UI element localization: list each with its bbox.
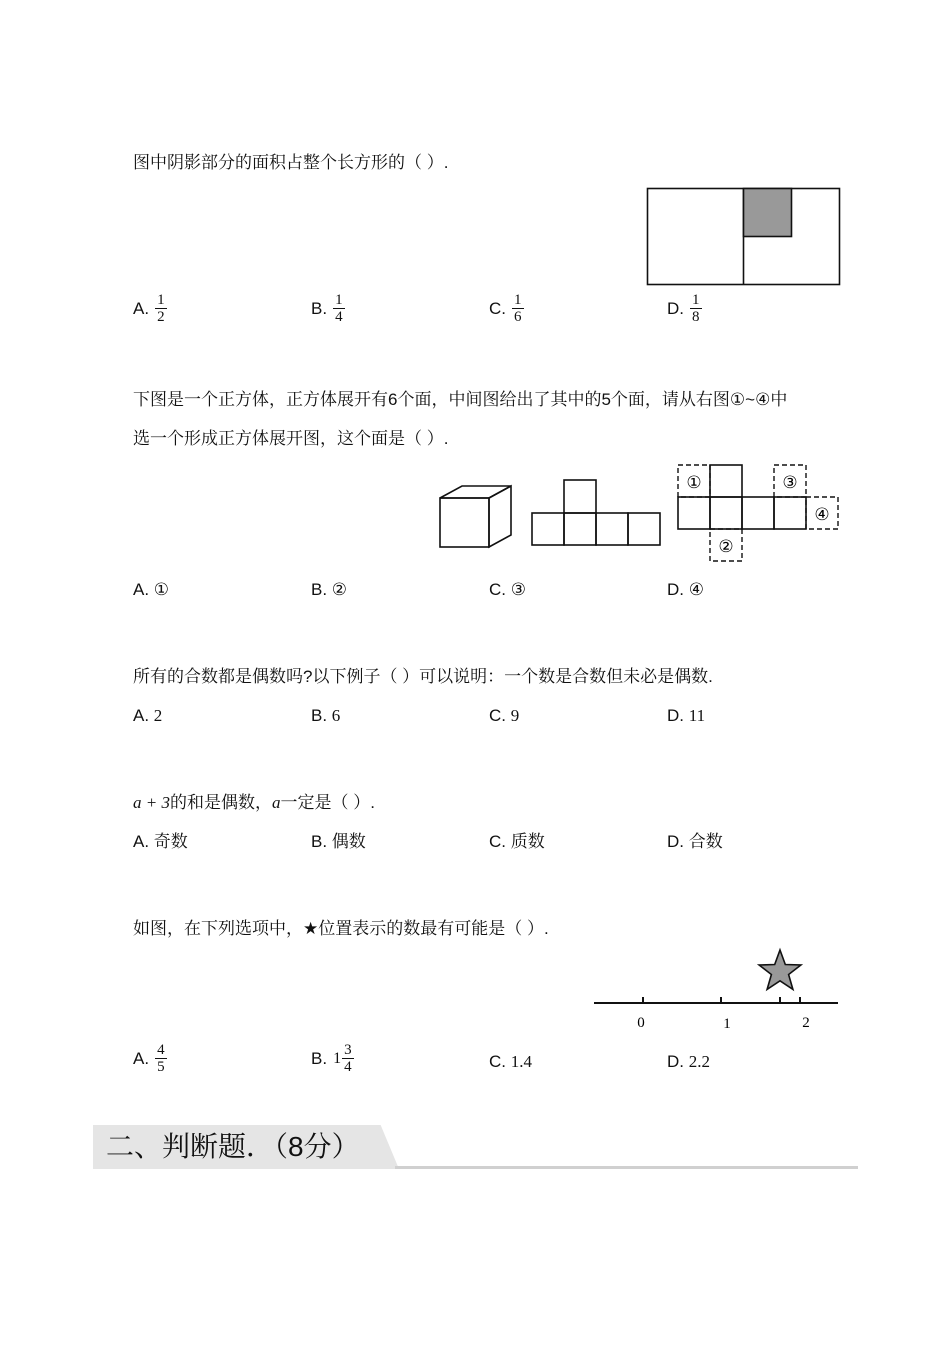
fraction: $\frac{4}{5}$ (157, 1042, 165, 1075)
q4-option-d[interactable]: D. 合数 (667, 832, 723, 851)
q4-option-c[interactable]: C. 质数 (489, 832, 545, 851)
face-label-2: ② (718, 537, 734, 557)
face-label-3: ③ (782, 473, 798, 493)
candidate-faces-figure (676, 463, 842, 563)
q3-option-a[interactable]: A. 2 (133, 706, 163, 725)
q2-option-a[interactable]: A. ① (133, 580, 170, 599)
q1-option-d[interactable]: D. $\frac{1}{8}$ (667, 292, 700, 325)
q5-option-c[interactable]: C. 1.4 (489, 1052, 532, 1071)
tick-label-0: 0 (637, 1015, 645, 1031)
star-marker (759, 950, 801, 989)
q3-option-b[interactable]: B. 6 (311, 706, 341, 725)
section-title: 二、判断题．（8分） (106, 1131, 360, 1162)
question-3-text: 所有的合数都是偶数吗?以下例子（ ）可以说明：一个数是合数但未必是偶数. (133, 667, 713, 686)
question-4-text: a + 3的和是偶数，a一定是（ ）. (133, 793, 375, 812)
face-label-4: ④ (814, 505, 830, 525)
question-5-text: 如图，在下列选项中，★位置表示的数最有可能是（ ）. (133, 919, 549, 938)
q5-option-b[interactable]: B. 1 $\frac{3}{4}$ (311, 1042, 352, 1075)
number-line-figure (590, 944, 842, 1034)
fraction: $\frac{3}{4}$ (344, 1042, 352, 1075)
q2-option-d[interactable]: D. ④ (667, 580, 704, 599)
shaded-square (744, 189, 792, 237)
q5-option-a[interactable]: A. $\frac{4}{5}$ (133, 1042, 165, 1075)
q1-option-a[interactable]: A. $\frac{1}{2}$ (133, 292, 165, 325)
rectangle-figure (646, 187, 842, 287)
tick-label-1: 1 (723, 1016, 731, 1032)
face-label-1: ① (686, 473, 702, 493)
fraction: $\frac{1}{2}$ (157, 292, 165, 325)
question-2-line-2: 选一个形成正方体展开图，这个面是（ ）. (133, 429, 449, 448)
q5-option-d[interactable]: D. 2.2 (667, 1052, 710, 1071)
fraction: $\frac{1}{8}$ (692, 292, 700, 325)
cube-figure (438, 484, 514, 550)
math-variable: a (271, 793, 281, 812)
question-1-text: 图中阴影部分的面积占整个长方形的（ ）. (133, 153, 449, 172)
fraction: $\frac{1}{4}$ (335, 292, 343, 325)
q4-option-b[interactable]: B. 偶数 (311, 832, 366, 851)
q1-option-b[interactable]: B. $\frac{1}{4}$ (311, 292, 343, 325)
math-expression: a + 3 (133, 793, 170, 812)
question-2-line-1: 下图是一个正方体，正方体展开有6个面，中间图给出了其中的5个面，请从右图①~④中 (133, 390, 788, 409)
tick-label-2: 2 (802, 1015, 810, 1031)
q1-option-c[interactable]: C. $\frac{1}{6}$ (489, 292, 522, 325)
q2-option-b[interactable]: B. ② (311, 580, 348, 599)
q3-option-c[interactable]: C. 9 (489, 706, 520, 725)
q3-option-d[interactable]: D. 11 (667, 706, 706, 725)
five-face-net-figure (530, 478, 664, 548)
q4-option-a[interactable]: A. 奇数 (133, 832, 188, 851)
mixed-number-whole: 1 (333, 1049, 342, 1067)
section-divider (395, 1166, 858, 1169)
fraction: $\frac{1}{6}$ (514, 292, 522, 325)
q2-option-c[interactable]: C. ③ (489, 580, 526, 599)
